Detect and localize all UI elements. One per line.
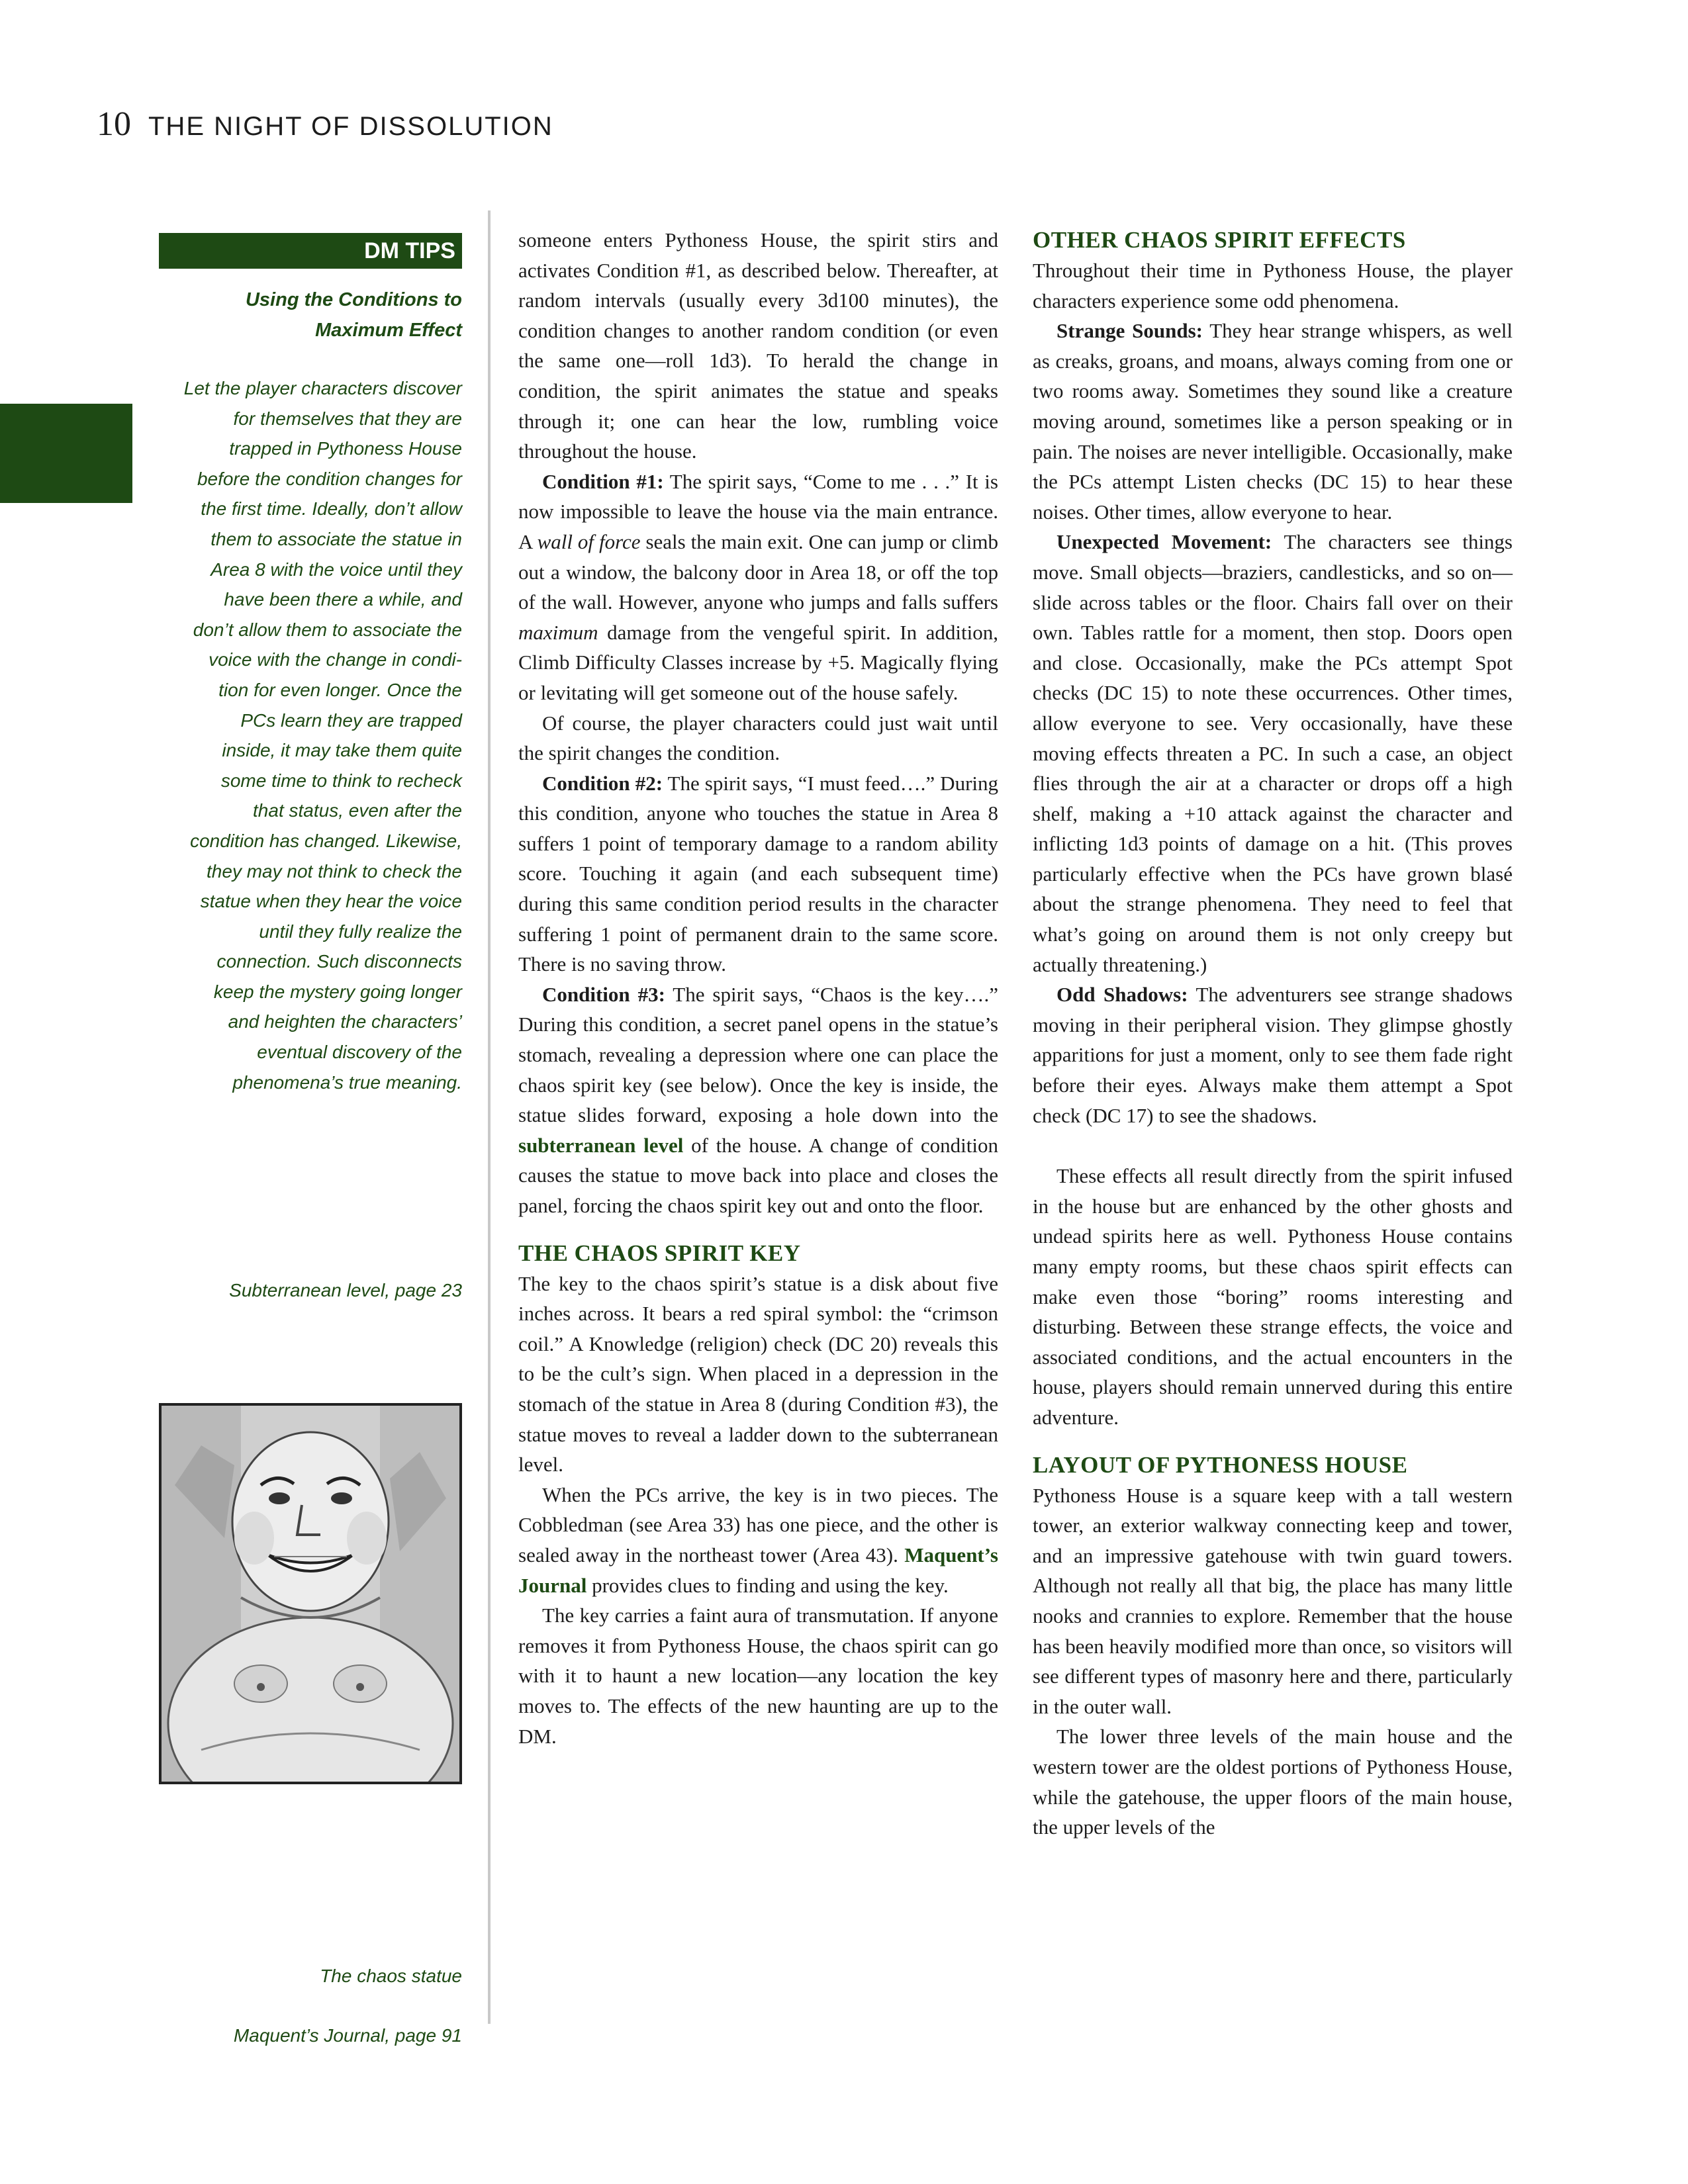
text-run: The spirit says, “I must feed….” During this condition, anyone who touches the statue in Area 8 suffers 1 point of temporary damage to a random ability score. Touching it again (and each subsequent time) during this same condition period results in the character suffering 1 point of permanent drain to the same score. There is no saving throw. — [518, 771, 999, 976]
text-run: of the house. A change of condition causes the statue to move back into place and closes the panel, forcing the chaos spirit key out and onto the floor. — [518, 1133, 998, 1217]
condition-2-paragraph — [518, 768, 998, 979]
text-run: The adventurers see strange shadows moving in their peripheral vision. They glimpse ghostly apparitions for just a moment, only to see them fade right before their eyes. Always make them attempt a Spot check (DC 17) to see the shadows. — [1033, 983, 1513, 1127]
page-header — [97, 105, 553, 151]
condition-1-label: Condition #1: — [542, 469, 664, 493]
paragraph: Pythoness House is a square keep with a tall western tower, an exterior walkway connecting keep and tower, and an impressive gatehouse with twin guard towers. Although not really all that big, the place has many little nooks and crannies to explore. Remember that the house has been heavily modified more than once, so visitors will see different types of masonry here and there, particularly in the outer wall. — [1033, 1483, 1513, 1718]
subterranean-level-link[interactable]: subterranean level — [518, 1133, 684, 1157]
column-divider — [488, 210, 491, 2024]
maquents-journal-link[interactable]: Maquent’s Journal — [518, 1543, 998, 1597]
section-heading-layout: LAYOUT OF PYTHONESS HOUSE — [1033, 1451, 1408, 1478]
margin-note-journal: Maquent’s Journal, page 91 — [233, 2025, 462, 2046]
tip-heading: Using the Conditions to Maximum Effect — [245, 289, 462, 341]
text-run: The characters see things move. Small objects—braziers, candlesticks, and so on—slide across tables or the floor. Chairs fall over on their own. Tables rattle for a moment, then stop. Doors open and close. Occasionally, make the PCs attempt Spot checks (DC 15) to note these occurrences. Other times, allow everyone to see. Very occasionally, have these moving effects threaten a PC. In such a case, an object flies through the air at a character or drops off a high shelf, making a +10 attack against the character and inflicting 1d3 points of damage on a hit. (This proves particularly effective when the PCs have grown blasé about the strange phenomena. They need to feel that what’s going on around them is not only creepy but actually threatening.) — [1033, 530, 1513, 976]
chaos-statue-illustration — [159, 1403, 462, 1784]
strange-sounds-paragraph — [1033, 316, 1513, 527]
section-heading-other-effects: OTHER CHAOS SPIRIT EFFECTS — [1033, 227, 1406, 253]
book-title: THE NIGHT OF DISSOLUTION — [148, 112, 553, 141]
text-run: seals the main exit. One can jump or climb out a window, the balcony door in Area 18, or off the top of the wall. However, anyone who jumps and falls suffers — [518, 529, 999, 614]
section-heading-chaos-spirit-key: THE CHAOS SPIRIT KEY — [518, 1240, 801, 1266]
odd-shadows-paragraph — [1033, 979, 1513, 1130]
text-run: damage from the vengeful spirit. In addition, Climb Difficulty Classes increase by +5. Magically flying or levitating will get someone out of the house safely. — [518, 620, 998, 704]
text-run: The spirit says, “Chaos is the key….” During this condition, a secret panel opens in the statue’s stomach, revealing a depression where one can place the chaos spirit key (see below). Once the key is inside, the statue slides forward, exposing a hole down into the — [518, 982, 999, 1127]
text-run: provides clues to finding and using the key. — [586, 1573, 949, 1597]
odd-shadows-label: Odd Shadows: — [1056, 983, 1188, 1007]
paragraph: The lower three levels of the main house and the western tower are the oldest portions of Pythoness House, while the gatehouse, the upper floors of the main house, the upper levels of the — [1033, 1725, 1513, 1839]
margin-note-subterranean: Subterranean level, page 23 — [229, 1280, 462, 1300]
text-run: The spirit says, “Come to me . . .” It is now impossible to leave the house via the main entrance. A — [518, 469, 998, 553]
tip-body: Let the player characters discover for themselves that they are trapped in Pythoness House before the condition changes for the first time. Ideally, don’t allow them to associate the statue in Area 8 with the voice until they have been there a while, and don’t allow them to associate the voice with the change in condi- tion for even longer. Once the PCs learn they are trapped inside, it may take them quite some time to think to recheck that status, even after the condition has changed. Likewise, they may not think to check the statue when they hear the voice until they fully realize the connection. Such disconnects keep the mystery going longer and heighten the characters’ eventual discovery of the phenomena’s true meaning. — [183, 378, 462, 1093]
strange-sounds-label: Strange Sounds: — [1056, 319, 1203, 343]
spacer — [1033, 1130, 1513, 1161]
condition-1-paragraph — [518, 467, 998, 708]
paragraph — [518, 1480, 998, 1600]
spell-name: wall of force — [537, 529, 641, 553]
unexpected-movement-label: Unexpected Movement: — [1056, 530, 1272, 554]
paragraph: someone enters Pythoness House, the spirit stirs and activates Condition #1, as described below. Thereafter, at random intervals (usually every 3d100 minutes), the condition changes to another random condition (or even the same one—roll 1d3). To herald the change in condition, the spirit animates the statue and speaks through it; one can hear the low, rumbling voice throughout the house. — [518, 228, 998, 463]
middle-column — [518, 225, 998, 1751]
dm-tips-title: DM TIPS — [159, 233, 462, 269]
condition-3-paragraph — [518, 979, 998, 1221]
condition-2-label: Condition #2: — [542, 771, 663, 795]
emphasis: maximum — [518, 620, 598, 644]
chapter-tab — [0, 404, 132, 503]
text-run: When the PCs arrive, the key is in two pieces. The Cobbledman (see Area 33) has one piece, and the other is sealed away in the northeast tower (Area 43). — [518, 1482, 998, 1567]
text-run: They hear strange whispers, as well as creaks, groans, and moans, always coming from one or two rooms away. Sometimes they sound like a creature moving around, sometimes like a person speaking or in pain. The noises are never intelligible. Occasionally, make the PCs attempt Listen checks (DC 15) to hear these noises. Other times, allow everyone to hear. — [1033, 319, 1513, 523]
paragraph: The key to the chaos spirit’s statue is a disk about five inches across. It bears a red spiral symbol: the “crimson coil.” A Knowledge (religion) check (DC 20) reveals this to be the cult’s sign. When placed in a depression in the stomach of the statue in Area 8 (during Condition #3), the statue moves to reveal a ladder down to the subterranean level. — [518, 1271, 998, 1477]
paragraph: Throughout their time in Pythoness House, the player characters experience some odd phenomena. — [1033, 259, 1513, 312]
page-number: 10 — [97, 105, 131, 143]
right-column — [1033, 225, 1513, 1843]
paragraph: These effects all result directly from the spirit infused in the house but are enhanced by the other ghosts and undead spirits here as well. Pythoness House contains many empty rooms, but these chaos spirit effects can make even those “boring” rooms interesting and disturbing. Between these strange effects, the voice and associated conditions, and the actual encounters in the house, players should remain unnerved during this entire adventure. — [1033, 1164, 1513, 1429]
condition-3-label: Condition #3: — [542, 982, 665, 1006]
paragraph: The key carries a faint aura of transmutation. If anyone removes it from Pythoness House, the chaos spirit can go with it to haunt a new location—any location the key moves to. The effects of the new haunting are up to the DM. — [518, 1604, 998, 1748]
paragraph: Of course, the player characters could just wait until the spirit changes the condition. — [518, 711, 998, 765]
statue-drawing — [162, 1406, 459, 1782]
unexpected-movement-paragraph — [1033, 527, 1513, 979]
figure-caption: The chaos statue — [320, 1966, 462, 1986]
